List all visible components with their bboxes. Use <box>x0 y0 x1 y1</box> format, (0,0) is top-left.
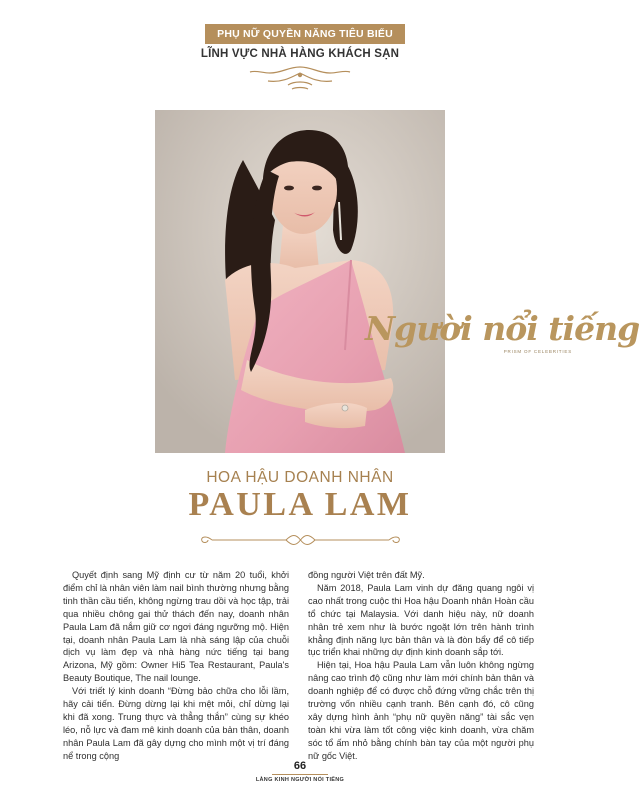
category-title: LĨNH VỰC NHÀ HÀNG KHÁCH SẠN <box>200 48 400 60</box>
paragraph: Hiện tại, Hoa hậu Paula Lam vẫn luôn không ngừng nâng cao trình độ cũng như làm mới chính bản thân và doanh nghiệp để có được chỗ đứng vững chắc trên thị trường vốn nhiều cạnh tranh. Bên cạnh đó, cô cũng xây dựng hình ảnh “phụ nữ quyền năng” tài sắc vẹn toàn khi vừa làm tốt công việc kinh doanh, vừa chăm sóc tổ ấm nhỏ bằng chính bàn tay của một người phụ nữ gốc Việt. <box>308 660 534 761</box>
magazine-logo <box>365 309 639 360</box>
ornament-top-icon <box>248 63 352 93</box>
logo-text: Người nổi tiếng <box>365 309 639 348</box>
footer-divider <box>272 774 328 775</box>
article-column-right <box>308 569 534 763</box>
paragraph: Quyết định sang Mỹ định cư từ năm 20 tuổi, khởi điểm chỉ là nhân viên làm nail bình thường nhưng bằng tinh thần cầu tiến, không ngừng trau dồi và học tập, trải qua nhiều chông gai thử thách đến nay, doanh nhân Paula Lam đã nắm giữ cơ ngơi đáng ngưỡng mộ. Hiện tại, doanh nhân Paula Lam là nhà sáng lập của chuỗi dịch vụ làm đẹp và nhà hàng nức tiếng tại bang Arizona, Mỹ gồm: Owner Hi5 Tea Restaurant, Paula's Beauty Boutique, The nail lounge. <box>63 570 289 684</box>
page-number: 66 <box>293 760 307 772</box>
section-banner <box>205 24 405 44</box>
paragraph: Với triết lý kinh doanh “Đừng bảo chữa cho lỗi lầm, hãy cải tiến. Đừng dừng lại khi mệt mỏi, chỉ dừng lại khi đã xong. Trung thực và thẳng thắn” cùng sự khéo léo, nỗ lực và đam mê kinh doanh của bản thân, doanh nhân Paula Lam đã gây dựng cho mình một vị trí đáng nể trong cộng <box>63 686 289 761</box>
portrait-illustration <box>155 110 445 453</box>
article-title: PAULA LAM <box>188 486 412 523</box>
article-column-left <box>63 569 289 763</box>
title-divider-icon <box>198 533 403 547</box>
magazine-footer: LÀNG KINH NGƯỜI NỔI TIẾNG <box>255 777 345 783</box>
paragraph: đồng người Việt trên đất Mỹ. <box>308 570 425 580</box>
section-title: PHỤ NỮ QUYỀN NĂNG TIÊU BIỂU <box>217 28 393 40</box>
paragraph: Năm 2018, Paula Lam vinh dự đăng quang ngôi vị cao nhất trong cuộc thi Hoa hậu Doanh nhân Hoàn cầu tổ chức tại Malaysia. Với danh hiệu này, nữ doanh nhân trẻ xem như là bước ngoặt lớn trên hành trình khẳng định năng lực bản thân và là đòn bẩy để cô tiếp tục triển khai những dự định kinh doanh sắp tới. <box>308 582 534 658</box>
logo-tagline: PRISM OF CELEBRITIES <box>503 349 572 354</box>
article-pretitle: HOA HẬU DOANH NHÂN <box>206 469 394 486</box>
portrait-photo <box>155 110 445 453</box>
